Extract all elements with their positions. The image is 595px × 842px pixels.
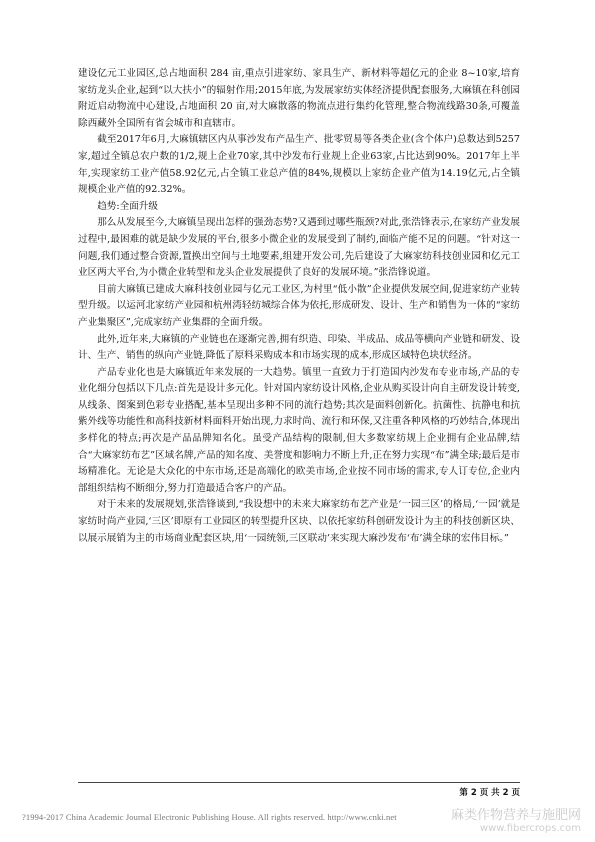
copyright-notice: ?1994-2017 China Academic Journal Electronic Publishing House. All rights reserved. http://www.cnki.net	[22, 812, 397, 822]
paragraph: 那么从发展至今,大麻镇呈现出怎样的强劲态势?又遇到过哪些瓶颈?对此,张浩锋表示,在家纺产业发展过程中,最困难的就是缺少发展的平台,很多小微企业的发展受到了制约,面临产能不足的问题。“针对这一问题,我们通过整合资源,置换出空间与土地要素,组建开发公司,先后建设了大麻家纺科技创业园和亿元工业区两大平台,为小微企业转型和龙头企业发展提供了良好的发展环境。”张浩锋说道。	[78, 217, 520, 279]
footer-divider	[78, 782, 520, 783]
watermark-title: 麻类作物营养与施肥网	[450, 808, 581, 823]
article-body	[78, 66, 520, 547]
paragraph: 截至2017年6月,大麻镇辖区内从事沙发布产品生产、批零贸易等各类企业(含个体户)总数达到5257家,超过全镇总农户数的1/2,规上企业70家,其中沙发布行业规上企业63家,占比达到90%。2017年上半年,实现家纺工业产值58.92亿元,占全镇工业总产值的84%,规模以上家纺企业产值为14.19亿元,占全镇规模企业产值的92.32%。	[78, 134, 520, 196]
paragraph: 目前大麻镇已建成大麻科技创业园与亿元工业区,为村里“低小散”企业提供发展空间,促进家纺产业转型升级。以运河北家纺产业园和杭州湾轻纺城综合体为依托,形成研发、设计、生产和销售为一体的“家纺产业集聚区”,完成家纺产业集群的全面升级。	[78, 283, 520, 328]
watermark	[451, 804, 581, 834]
paragraph: 对于未来的发展规划,张浩锋谈到,“我设想中的未来大麻家纺布艺产业是‘一园三区’的格局,‘一园’就是家纺时尚产业园,‘三区’即原有工业园区的转型提升区块、以依托家纺科创研发设计为主的科技创新区块、以展示展销为主的市场商业配套区块,用‘一园统领,三区联动’来实现大麻沙发布‘布’满全球的宏伟目标。”	[78, 499, 520, 544]
page-number: 第 2 页 共 2 页	[459, 788, 520, 798]
paragraph: 产品专业化也是大麻镇近年来发展的一大趋势。镇里一直致力于打造国内沙发布专业市场,产品的专业化细分包括以下几点:首先是设计多元化。针对国内家纺设计风格,企业从购买设计向自主研发设计转变,从线条、图案到色彩专业搭配,基本呈现出多种不同的流行趋势;其次是面料创新化。抗菌性、抗静电和抗紫外线等功能性和高科技新材料面料开始出现,力求时尚、流行和环保,又注重各种风格的巧妙结合,体现出多样化的特点;再次是产品品牌知名化。虽受产品结构的限制,但大多数家纺规上企业拥有企业品牌,结合“大麻家纺布艺”区域名牌,产品的知名度、美誉度和影响力不断上升,正在努力实现“布”满全球;最后是市场精准化。无论是大众化的中东市场,还是高端化的欧美市场,企业按不同市场的需求,专人订专位,企业内部组织结构不断细分,努力打造最适合客户的产品。	[78, 366, 520, 494]
watermark-url: www.fibercrops.com	[479, 823, 581, 834]
paragraph: 此外,近年来,大麻镇的产业链也在逐渐完善,拥有织造、印染、半成品、成品等横向产业链和研发、设计、生产、销售的纵向产业链,降低了原料采购成本和市场实现的成本,形成区域特色块状经济。	[78, 333, 520, 362]
section-heading: 趋势:全面升级	[97, 200, 158, 212]
paragraph: 建设亿元工业园区,总占地面积 284 亩,重点引进家纺、家具生产、新材料等超亿元的企业 8~10家,培育家纺龙头企业,起到“以大扶小”的辐射作用;2015年底,为发展家纺实体经济提供配套服务,大麻镇在科创园附近启动物流中心建设,占地面积 20 亩,对大麻散落的物流点进行集约化管理,整合物流线路30条,可覆盖除西藏外全国所有省会城市和直辖市。	[78, 68, 520, 129]
